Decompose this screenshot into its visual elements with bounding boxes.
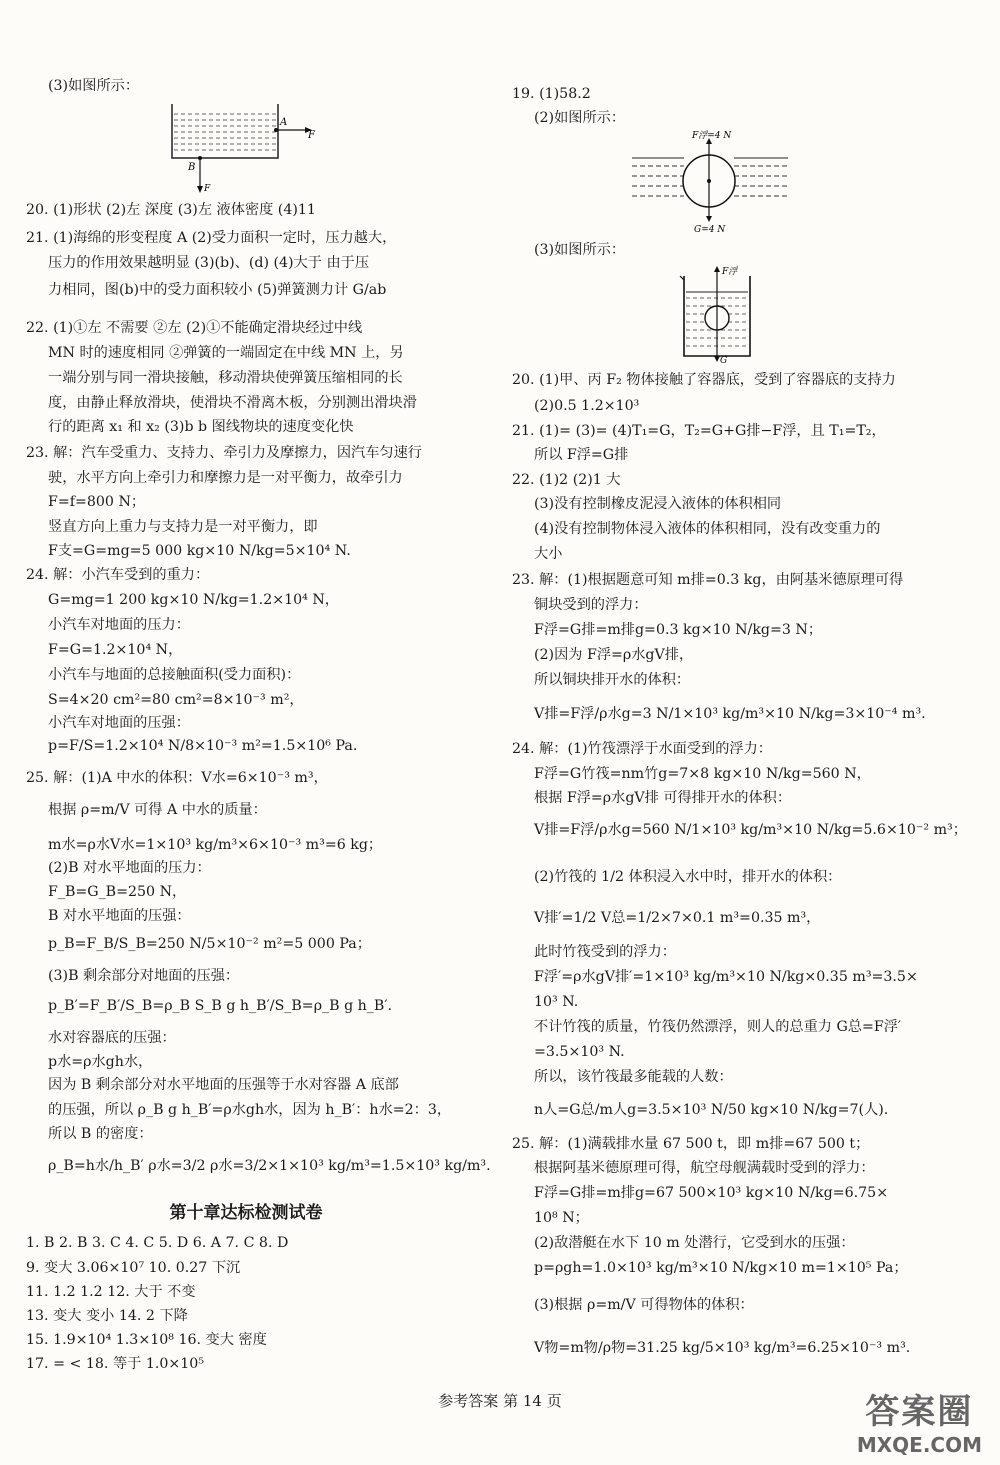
right-line: (3)根据 ρ=m/V 可得物体的体积：	[534, 1297, 754, 1313]
watermark-logo	[857, 1384, 982, 1457]
left-line: 的压强，所以 ρ_B g h_B′=ρ水gh水，因为 h_B′：h水=2：3，	[48, 1102, 452, 1118]
right-line: F浮′=ρ水gV排′=1×10³ kg/m³×10 N/kg×0.35 m³=3.5×	[534, 969, 918, 985]
figure-beaker	[670, 264, 760, 364]
left-line: MN 时的速度相同 ②弹簧的一端固定在中线 MN 上，另	[48, 345, 404, 361]
left-line: 11. 1.2 1.2 12. 大于 不变	[26, 1284, 196, 1300]
right-line: 10³ N.	[534, 994, 579, 1010]
right-line: 25. 解：(1)满载排水量 67 500 t，即 m排=67 500 t；	[512, 1136, 870, 1152]
figure-floating-ball	[630, 126, 790, 238]
right-line: (2)如图所示：	[534, 110, 626, 126]
figure-container-pressure	[160, 98, 360, 198]
left-line: 17. = < 18. 等于 1.0×10⁵	[26, 1356, 205, 1372]
left-line: ρ_B=h水/h_B′ ρ水=3/2 ρ水=3/2×1×10³ kg/m³=1.5×10³ kg/m³.	[48, 1158, 491, 1174]
right-line: (4)没有控制物体浸入液体的体积相同，没有改变重力的	[534, 521, 881, 537]
right-line: 不计竹筏的质量，竹筏仍然漂浮，则人的总重力 G总=F浮′	[534, 1019, 902, 1035]
page-footer: 参考答案 第 14 页	[438, 1392, 562, 1410]
left-line: F=f=800 N；	[48, 494, 146, 510]
left-line: G=mg=1 200 kg×10 N/kg=1.2×10⁴ N，	[48, 592, 339, 608]
left-line: 15. 1.9×10⁴ 1.3×10⁸ 16. 变大 密度	[26, 1332, 267, 1348]
right-line: 所以 F浮=G排	[534, 447, 629, 463]
right-line: 根据 F浮=ρ水gV排 可得排开水的体积：	[534, 790, 792, 806]
left-line: 压力的作用效果越明显 (3)(b)、(d) (4)大于 由于压	[48, 255, 370, 271]
left-line: p_B′=F_B′/S_B=ρ_B S_B g h_B′/S_B=ρ_B g h_B′.	[48, 998, 393, 1014]
left-line: p=F/S=1.2×10⁴ N/8×10⁻³ m²=1.5×10⁶ Pa.	[48, 738, 358, 754]
left-line: F_B=G_B=250 N，	[48, 884, 187, 900]
label-beaker-bottom: G	[720, 356, 728, 364]
right-line: 所以，该竹筏最多能载的人数：	[534, 1069, 733, 1085]
right-line: (3)没有控制橡皮泥浸入液体的体积相同	[534, 496, 782, 512]
right-line: 23. 解：(1)根据题意可知 m排=0.3 kg，由阿基米德原理可得	[512, 572, 904, 588]
right-line: F浮=G竹筏=nm竹g=7×8 kg×10 N/kg=560 N，	[534, 766, 871, 782]
right-line: =3.5×10³ N.	[534, 1044, 625, 1060]
left-line: 22. (1)①左 不需要 ②左 (2)①不能确定滑块经过中线	[26, 320, 363, 336]
right-line: 根据阿基米德原理可得，航空母舰满载时受到的浮力：	[534, 1160, 875, 1176]
right-line: (2)0.5 1.2×10³	[534, 398, 640, 414]
left-line: 1. B 2. B 3. C 4. C 5. D 6. A 7. C 8. D	[26, 1235, 289, 1251]
right-line: V排′=1/2 V总=1/2×7×0.1 m³=0.35 m³，	[534, 910, 821, 926]
left-line: 21. (1)海绵的形变程度 A (2)受力面积一定时，压力越大，	[26, 230, 397, 246]
right-line: 10⁸ N；	[534, 1210, 589, 1226]
left-line: 所以 B 的密度：	[48, 1126, 153, 1142]
left-line: (2)B 对水平地面的压力：	[48, 860, 211, 876]
left-line: 23. 解：汽车受重力、支持力、牵引力及摩擦力，因汽车匀速行	[26, 445, 422, 461]
left-line: 13. 变大 变小 14. 2 下降	[26, 1308, 188, 1324]
right-line: n人=G总/m人g=3.5×10³ N/50 kg×10 N/kg=7(人).	[534, 1102, 889, 1118]
right-line: V排=F浮/ρ水g=560 N/1×10³ kg/m³×10 N/kg=5.6×10⁻² m³；	[534, 822, 967, 838]
label-gravity: G=4 N	[694, 225, 726, 235]
left-line: 25. 解：(1)A 中水的体积：V水=6×10⁻³ m³，	[26, 770, 328, 786]
right-line: 此时竹筏受到的浮力：	[534, 944, 676, 960]
left-line: 9. 变大 3.06×10⁷ 10. 0.27 下沉	[26, 1260, 241, 1276]
left-line: 水对容器底的压强：	[48, 1030, 176, 1046]
left-line: F支=G=mg=5 000 kg×10 N/kg=5×10⁴ N.	[48, 543, 351, 559]
left-line: p_B=F_B/S_B=250 N/5×10⁻² m²=5 000 Pa；	[48, 936, 371, 952]
watermark-small: MXQE.COM	[856, 1433, 982, 1457]
left-line: B 对水平地面的压强：	[48, 908, 191, 924]
left-line: 度，由静止释放滑块，使滑块不滑离木板，分别测出滑块滑	[48, 395, 417, 411]
right-line: 所以铜块排开水的体积：	[534, 672, 691, 688]
right-line: 20. (1)甲、丙 F₂ 物体接触了容器底，受到了容器底的支持力	[512, 372, 896, 388]
left-line: 竖直方向上重力与支持力是一对平衡力，即	[48, 519, 318, 535]
watermark-big: 答案圈	[865, 1392, 974, 1432]
left-line: F=G=1.2×10⁴ N，	[48, 642, 183, 658]
right-line: (3)如图所示：	[534, 242, 626, 258]
left-line: 20. (1)形状 (2)左 深度 (3)左 液体密度 (4)11	[26, 202, 316, 218]
right-line: 铜块受到的浮力：	[534, 597, 648, 613]
left-line: 一端分别与同一滑块接触，移动滑块使弹簧压缩相同的长	[48, 370, 403, 386]
left-line: 小汽车对地面的压强：	[48, 715, 190, 731]
left-line: 因为 B 剩余部分对水平地面的压强等于水对容器 A 底部	[48, 1077, 399, 1093]
left-line: 根据 ρ=m/V 可得 A 中水的质量：	[48, 802, 267, 818]
left-line: 小汽车对地面的压力：	[48, 617, 190, 633]
left-line: 行的距离 x₁ 和 x₂ (3)b b 图线物块的速度变化快	[48, 419, 354, 435]
right-line: 大小	[534, 546, 563, 562]
right-line: V物=m物/ρ物=31.25 kg/5×10³ kg/m³=6.25×10⁻³ m³.	[534, 1340, 911, 1356]
left-line: 力相同，图(b)中的受力面积较小 (5)弹簧测力计 G/ab	[48, 282, 387, 298]
right-line: p=ρgh=1.0×10³ kg/m³×10 N/kg×10 m=1×10⁵ Pa；	[534, 1260, 908, 1276]
right-line: F浮=G排=m排g=0.3 kg×10 N/kg=3 N；	[534, 622, 823, 638]
right-line: V排=F浮/ρ水g=3 N/1×10³ kg/m³×10 N/kg=3×10⁻⁴ m³.	[534, 706, 926, 722]
right-line: 21. (1)= (3)= (4)T₁=G，T₂=G+G排−F浮，且 T₁=T₂，	[512, 423, 886, 439]
label-a: A	[280, 117, 288, 128]
left-line: S=4×20 cm²=80 cm²=8×10⁻³ m²，	[48, 692, 304, 708]
left-line: 小汽车与地面的总接触面积(受力面积)：	[48, 667, 301, 683]
right-line: (2)敌潜艇在水下 10 m 处潜行，它受到水的压强：	[534, 1235, 855, 1251]
section-title: 第十章达标检测试卷	[169, 1203, 323, 1223]
label-fx: F	[308, 130, 315, 141]
label-fb: F	[204, 184, 211, 194]
label-b: B	[188, 162, 196, 173]
left-line: (3)B 剩余部分对地面的压强：	[48, 968, 240, 984]
left-line: 驶，水平方向上牵引力和摩擦力是一对平衡力，故牵引力	[48, 470, 403, 486]
left-line: m水=ρ水V水=1×10³ kg/m³×6×10⁻³ m³=6 kg；	[48, 837, 383, 853]
label-buoyancy: F浮=4 N	[692, 131, 732, 141]
right-line: (2)竹筏的 1/2 体积浸入水中时，排开水的体积：	[534, 869, 842, 885]
right-line: F浮=G排=m排g=67 500×10³ kg×10 N/kg=6.75×	[534, 1185, 889, 1201]
left-line: 24. 解：小汽车受到的重力：	[26, 567, 210, 583]
right-line: 24. 解：(1)竹筏漂浮于水面受到的浮力：	[512, 741, 772, 757]
label-beaker-top: F浮	[722, 267, 738, 277]
right-line: 22. (1)2 (2)1 大	[512, 472, 621, 488]
right-line: 19. (1)58.2	[512, 86, 591, 102]
left-line: p水=ρ水gh水，	[48, 1054, 153, 1070]
left-line: (3)如图所示：	[48, 78, 140, 94]
right-line: (2)因为 F浮=ρ水gV排，	[534, 647, 694, 663]
